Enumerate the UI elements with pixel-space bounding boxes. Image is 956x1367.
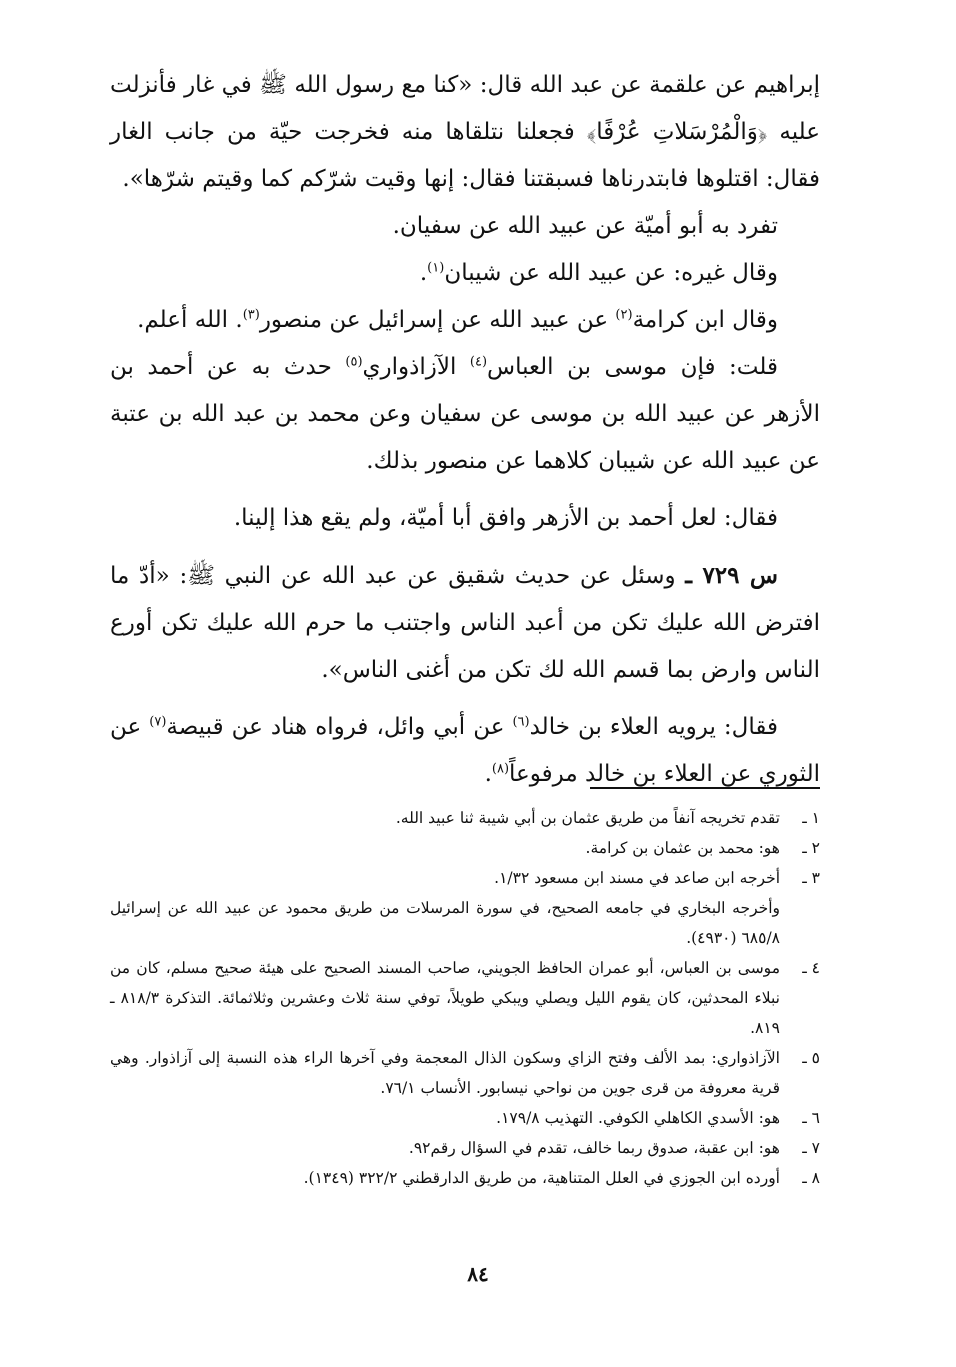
footnote-ref-5: (٥) bbox=[345, 354, 363, 370]
footnote-5 bbox=[110, 1043, 820, 1103]
footnote-text: موسى بن العباس، أبو عمران الحافظ الجويني، صاحب المسند الصحيح على هيئة صحيح مسلم، كان من نبلاء المحدثين، كان يقوم الليل ويصلي ويبكي طويلاً، توفي سنة ثلاث وعشرين وثلاثمائة. التذكرة ٨١٨/٣ ـ ٨١٩. bbox=[110, 959, 780, 1037]
footnote-6 bbox=[110, 1103, 820, 1133]
footnote-text: الآزاذواري: بمد الألف وفتح الزاي وسكون الذال المعجمة وفي آخرها الراء هذه النسبة إلى آزاذوار. وهي قرية معروفة من قرى جوين من نواحي نيسابور. الأنساب ٧٦/١. bbox=[110, 1049, 780, 1097]
footnote-number: ٤ ـ bbox=[802, 959, 820, 977]
footnote-3 bbox=[110, 863, 820, 953]
body-text bbox=[110, 62, 820, 798]
footnote-text: هو: محمد بن عثمان بن كرامة. bbox=[585, 839, 780, 857]
footnote-number: ١ ـ bbox=[802, 809, 820, 827]
footnote-number: ٥ ـ bbox=[802, 1049, 820, 1067]
main-text-block bbox=[110, 62, 820, 798]
footnote-text: أورده ابن الجوزي في العلل المتناهية، من طريق الدارقطني ٣٢٢/٢ (١٣٤٩). bbox=[303, 1169, 780, 1187]
footnote-separator bbox=[590, 787, 820, 789]
paragraph-hadith-cave: إبراهيم عن علقمة عن عبد الله قال: «كنا مع رسول الله ﷺ في غار فأنزلت عليه ﴿وَالْمُرْسَلاتِ عُرْفًا﴾ فجعلنا نتلقاها منه فخرجت حيّة من جانب الغار فقال: اقتلوها فابتدرناها فسبقتنا فقال: إنها وقيت شرّكم كما وقيتم شرّها». bbox=[110, 72, 820, 192]
footnote-number: ٨ ـ bbox=[802, 1169, 820, 1187]
paragraph-qala-ghayruh: وقال غيره: عن عبيد الله عن شيبان$^{(١)}$. bbox=[419, 260, 778, 286]
footnote-text: تقدم تخريجه آنفاً من طريق عثمان بن أبي شيبة ثنا عبيد الله. bbox=[395, 809, 780, 827]
footnotes-section bbox=[110, 803, 820, 1193]
footnote-7 bbox=[110, 1133, 820, 1163]
footnote-ref-4: (٤) bbox=[469, 354, 488, 370]
paragraph-qultu: قلت: فإن موسى بن العباس$^{(٤)}$ الآزاذواري$^{(٥)}$ حدث به عن أحمد بن الأزهر عن عبيد الله بن موسى عن سفيان وعن محمد بن عبد الله بن عتبة عن عبيد الله عن شيبان كلاهما عن منصور بذلك. bbox=[110, 354, 820, 474]
footnote-number: ٣ ـ bbox=[802, 869, 820, 887]
footnote-4 bbox=[110, 953, 820, 1043]
page-number: ٨٤ bbox=[467, 1262, 489, 1286]
paragraph-question-729: س ٧٢٩ ـ وسئل عن حديث شقيق عن عبد الله عن النبي ﷺ: «أدّ ما افترض الله عليك تكن من أعبد الناس واجتنب ما حرم الله عليك تكن أورع الناس وارض بما قسم الله لك تكن من أغنى الناس». bbox=[110, 562, 820, 683]
paragraph-ibn-karama: وقال ابن كرامة$^{(٢)}$ عن عبيد الله عن إسرائيل عن منصور$^{(٣)}$. الله أعلم. bbox=[137, 307, 778, 333]
footnote-ref-8: (٨) bbox=[491, 761, 510, 777]
footnote-number: ٧ ـ bbox=[802, 1139, 820, 1157]
footnote-text: هو: الأسدي الكاهلي الكوفي. التهذيب ١٧٩/٨. bbox=[496, 1109, 780, 1127]
footnote-ref-3: (٣) bbox=[242, 307, 260, 323]
footnote-number: ٢ ـ bbox=[802, 839, 820, 857]
footnote-ref-6: (٦) bbox=[512, 714, 530, 730]
footnote-2 bbox=[110, 833, 820, 863]
paragraph-tafarrud: تفرد به أبو أميّة عن عبيد الله عن سفيان. bbox=[392, 213, 778, 239]
footnote-number: ٦ ـ bbox=[802, 1109, 820, 1127]
footnote-ref-7: (٧) bbox=[149, 714, 167, 730]
footnote-text: هو: ابن عقبة، صدوق ربما خالف، تقدم في السؤال رقم٩٢. bbox=[408, 1139, 780, 1157]
paragraph-faqala: فقال: لعل أحمد بن الأزهر وافق أبا أميّة، ولم يقع هذا إلينا. bbox=[233, 505, 778, 531]
footnote-8 bbox=[110, 1163, 820, 1193]
footnote-1 bbox=[110, 803, 820, 833]
footnote-text: أخرجه ابن صاعد في مسند ابن مسعود ١/٣٢. وأخرجه البخاري في جامعه الصحيح، في سورة المرسلات من طريق محمود عن عبيد الله عن إسرائيل ٦٨٥/٨ (٤٩٣٠). bbox=[110, 869, 780, 947]
footnote-ref-2: (٢) bbox=[615, 307, 633, 323]
question-number: س ٧٢٩ ـ bbox=[685, 562, 778, 589]
paragraph-answer-729: فقال: يرويه العلاء بن خالد$^{(٦)}$ عن أبي وائل، فرواه هناد عن قبيصة$^{(٧)}$ عن الثوري عن العلاء بن خالد مرفوعاً$^{(٨)}$. bbox=[110, 714, 820, 787]
footnote-ref-1: (١) bbox=[427, 260, 445, 276]
